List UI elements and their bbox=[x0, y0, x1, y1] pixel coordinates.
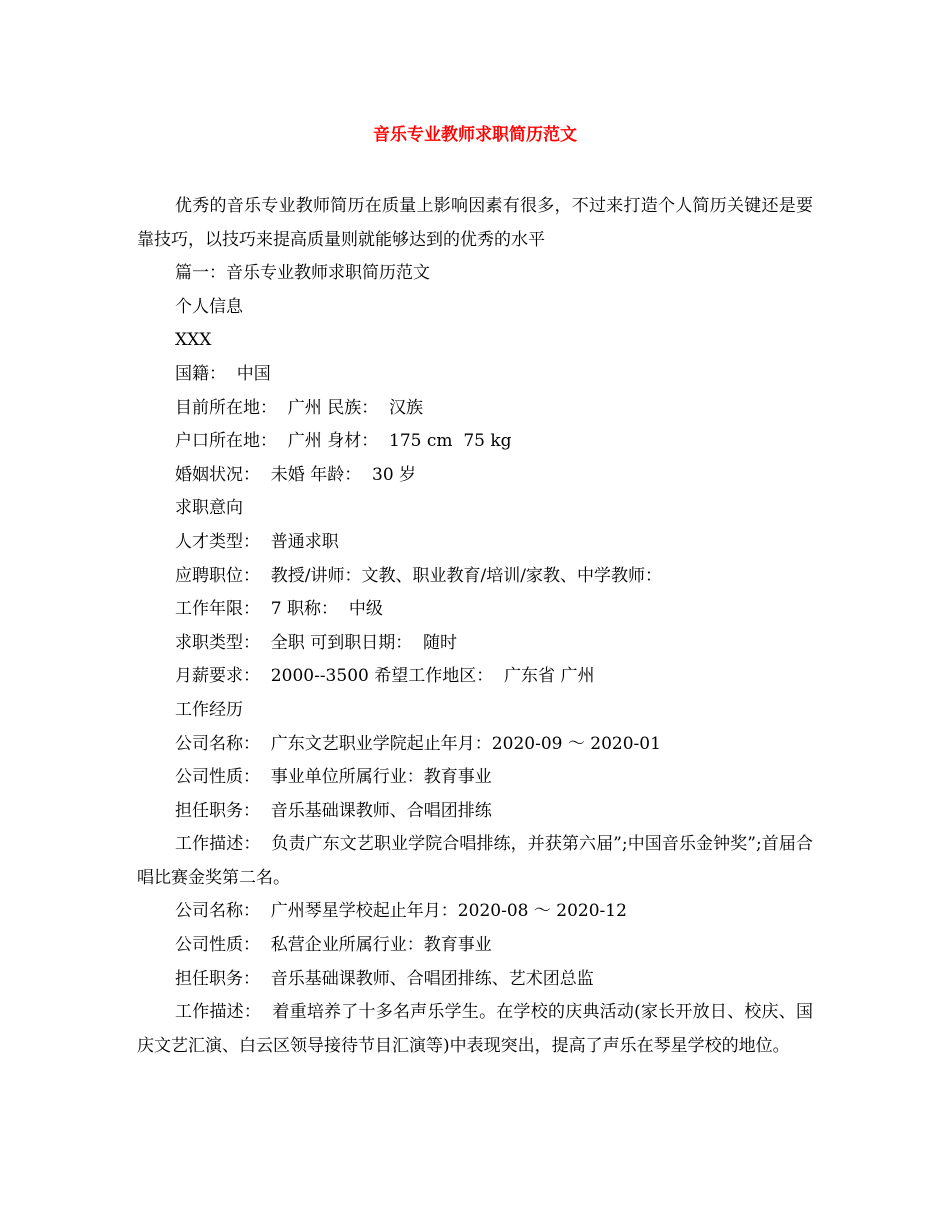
marital-line: 婚姻状况： 未婚 年龄： 30 岁 bbox=[175, 464, 417, 485]
work-years-line: 工作年限： 7 职称： 中级 bbox=[175, 599, 383, 620]
company-name-line-2: 公司名称： 广州琴星学校起止年月：2020-08 ～ 2020-12 bbox=[175, 901, 627, 922]
section-heading-work-experience: 工作经历 bbox=[175, 699, 243, 720]
section-heading-article-one: 篇一：音乐专业教师求职简历范文 bbox=[175, 263, 430, 284]
location-line: 目前所在地： 广州 民族： 汉族 bbox=[175, 397, 424, 418]
duty-line-2: 担任职务： 音乐基础课教师、合唱团排练、艺术团总监 bbox=[175, 968, 594, 989]
duty-line-1: 担任职务： 音乐基础课教师、合唱团排练 bbox=[175, 800, 492, 821]
company-type-line-2: 公司性质： 私营企业所属行业：教育事业 bbox=[175, 935, 492, 956]
document-body bbox=[137, 190, 813, 1063]
company-name-line-1: 公司名称： 广东文艺职业学院起止年月：2020-09 ～ 2020-01 bbox=[175, 733, 661, 754]
name-line: XXX bbox=[175, 330, 212, 351]
work-description-1: 工作描述： 负责广东文艺职业学院合唱排练，并获第六届”;中国音乐金钟奖”;首届合唱比赛金奖第二名。 bbox=[137, 834, 813, 888]
document-title: 音乐专业教师求职简历范文 bbox=[373, 125, 577, 145]
position-line: 应聘职位： 教授/讲师：文教、职业教育/培训/家教、中学教师： bbox=[175, 565, 662, 586]
intro-paragraph: 优秀的音乐专业教师简历在质量上影响因素有很多，不过来打造个人简历关键还是要靠技巧，以技巧来提高质量则就能够达到的优秀的水平 bbox=[137, 196, 813, 250]
nationality-line: 国籍： 中国 bbox=[175, 363, 271, 384]
section-heading-job-intention: 求职意向 bbox=[175, 498, 243, 519]
work-description-2: 工作描述： 着重培养了十多名声乐学生。在学校的庆典活动(家长开放日、校庆、国庆文艺汇演、白云区领导接待节目汇演等)中表现突出，提高了声乐在琴星学校的地位。 bbox=[137, 1002, 813, 1056]
talent-type-line: 人才类型： 普通求职 bbox=[175, 531, 339, 552]
section-heading-personal-info: 个人信息 bbox=[175, 296, 243, 317]
household-line: 户口所在地： 广州 身材： 175 cm 75 kg bbox=[175, 431, 512, 452]
salary-line: 月薪要求： 2000--3500 希望工作地区： 广东省 广州 bbox=[175, 666, 595, 687]
job-type-line: 求职类型： 全职 可到职日期： 随时 bbox=[175, 632, 458, 653]
company-type-line-1: 公司性质： 事业单位所属行业：教育事业 bbox=[175, 767, 492, 788]
